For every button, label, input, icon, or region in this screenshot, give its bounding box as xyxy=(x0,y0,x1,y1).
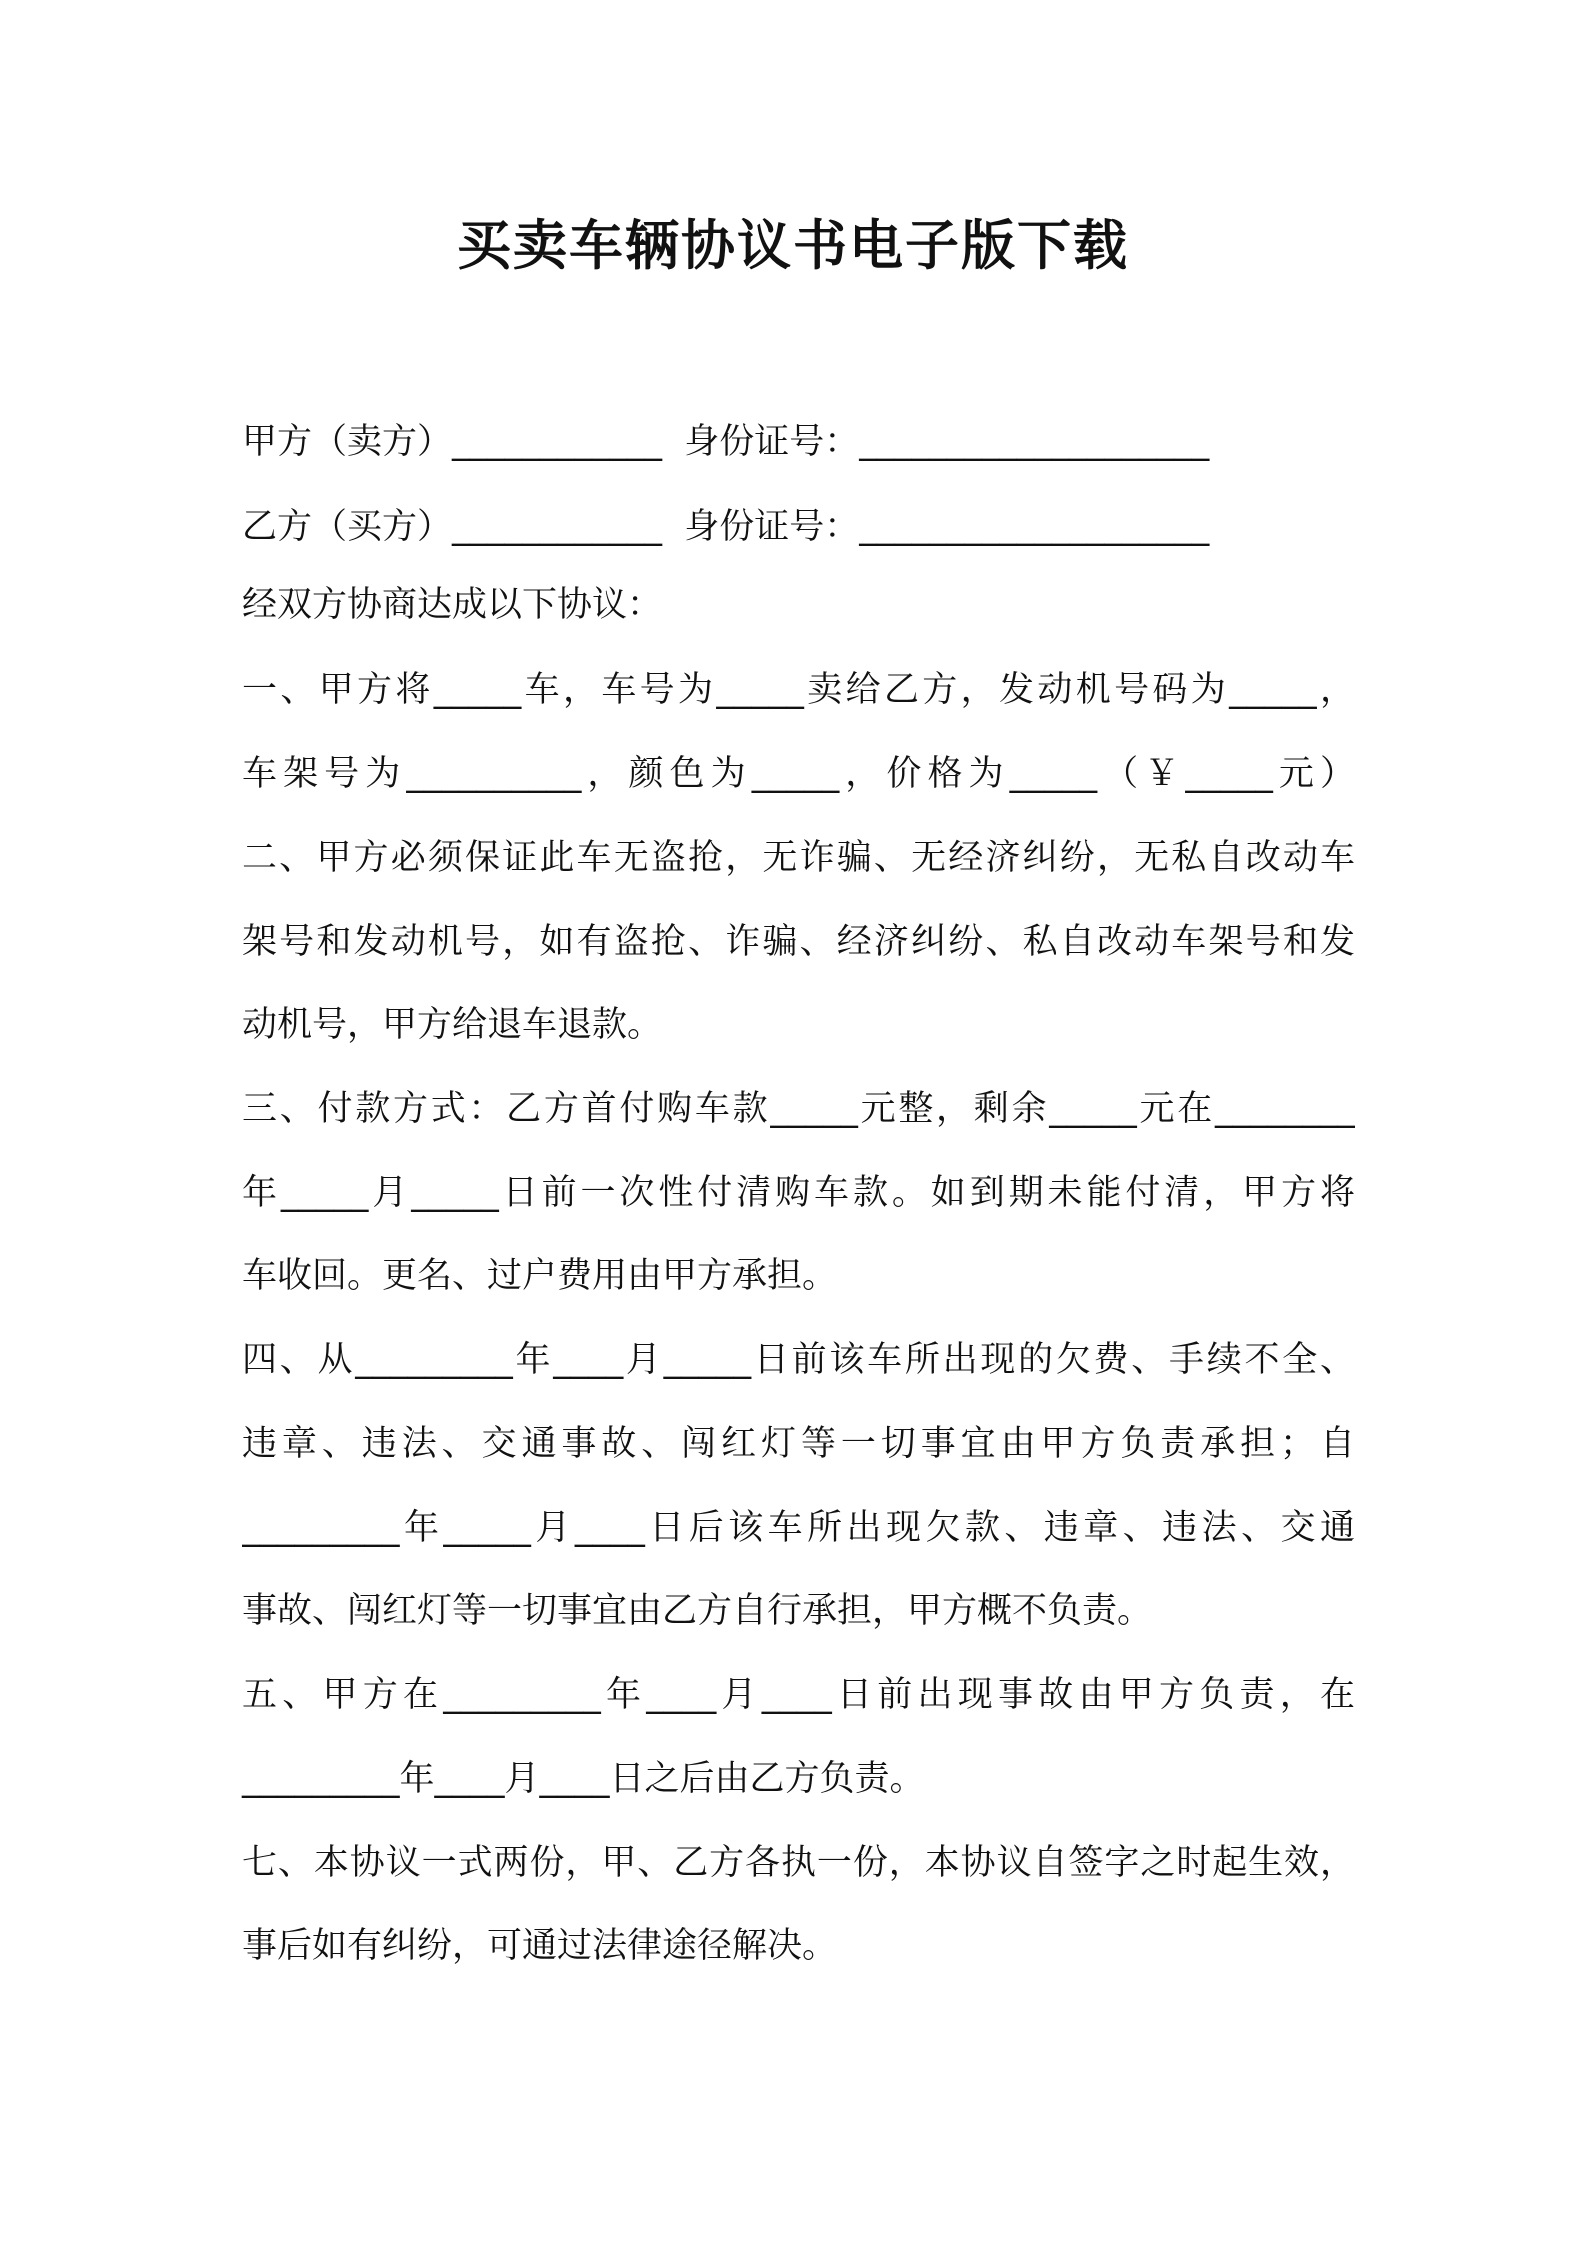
clause-5-line-2: _________年____月____日之后由乙方负责。 xyxy=(242,1759,925,1799)
clause-1-line-2: 车架号为__________，颜色为_____，价格为_____（￥_____元） xyxy=(242,754,1355,794)
clause-4-line-3: _________年_____月____日后该车所出现欠款、违章、违法、交通 xyxy=(242,1508,1355,1548)
document-title: 买卖车辆协议书电子版下载 xyxy=(457,214,1129,277)
clause-7-line-2: 事后如有纠纷，可通过法律途径解决。 xyxy=(242,1926,838,1966)
clause-4-line-4: 事故、闯红灯等一切事宜由乙方自行承担，甲方概不负责。 xyxy=(242,1591,1153,1631)
clause-1-line-1: 一、甲方将_____车，车号为_____卖给乙方，发动机号码为_____， xyxy=(242,670,1355,710)
clause-3-line-2: 年_____月_____日前一次性付清购车款。如到期未能付清，甲方将 xyxy=(242,1173,1355,1213)
party-b-line: 乙方（买方）____________ 身份证号：____________________ xyxy=(242,507,1210,547)
clause-5-line-1: 五、甲方在_________年____月____日前出现事故由甲方负责，在 xyxy=(242,1675,1355,1715)
clause-4-line-2: 违章、违法、交通事故、闯红灯等一切事宜由甲方负责承担；自 xyxy=(242,1424,1355,1464)
clause-3-line-3: 车收回。更名、过户费用由甲方承担。 xyxy=(242,1256,838,1296)
clause-2-line-3: 动机号，甲方给退车退款。 xyxy=(242,1005,663,1045)
clause-2-line-2: 架号和发动机号，如有盗抢、诈骗、经济纠纷、私自改动车架号和发 xyxy=(242,922,1355,962)
clause-3-line-1: 三、付款方式：乙方首付购车款_____元整，剩余_____元在________ xyxy=(242,1089,1355,1129)
clause-7-line-1: 七、本协议一式两份，甲、乙方各执一份，本协议自签字之时起生效， xyxy=(242,1843,1355,1883)
agreement-intro: 经双方协商达成以下协议： xyxy=(242,585,663,625)
clause-4-line-1: 四、从_________年____月_____日前该车所出现的欠费、手续不全、 xyxy=(242,1340,1355,1380)
clause-2-line-1: 二、甲方必须保证此车无盗抢，无诈骗、无经济纠纷，无私自改动车 xyxy=(242,838,1355,878)
party-a-line: 甲方（卖方）____________ 身份证号：____________________ xyxy=(242,422,1210,462)
